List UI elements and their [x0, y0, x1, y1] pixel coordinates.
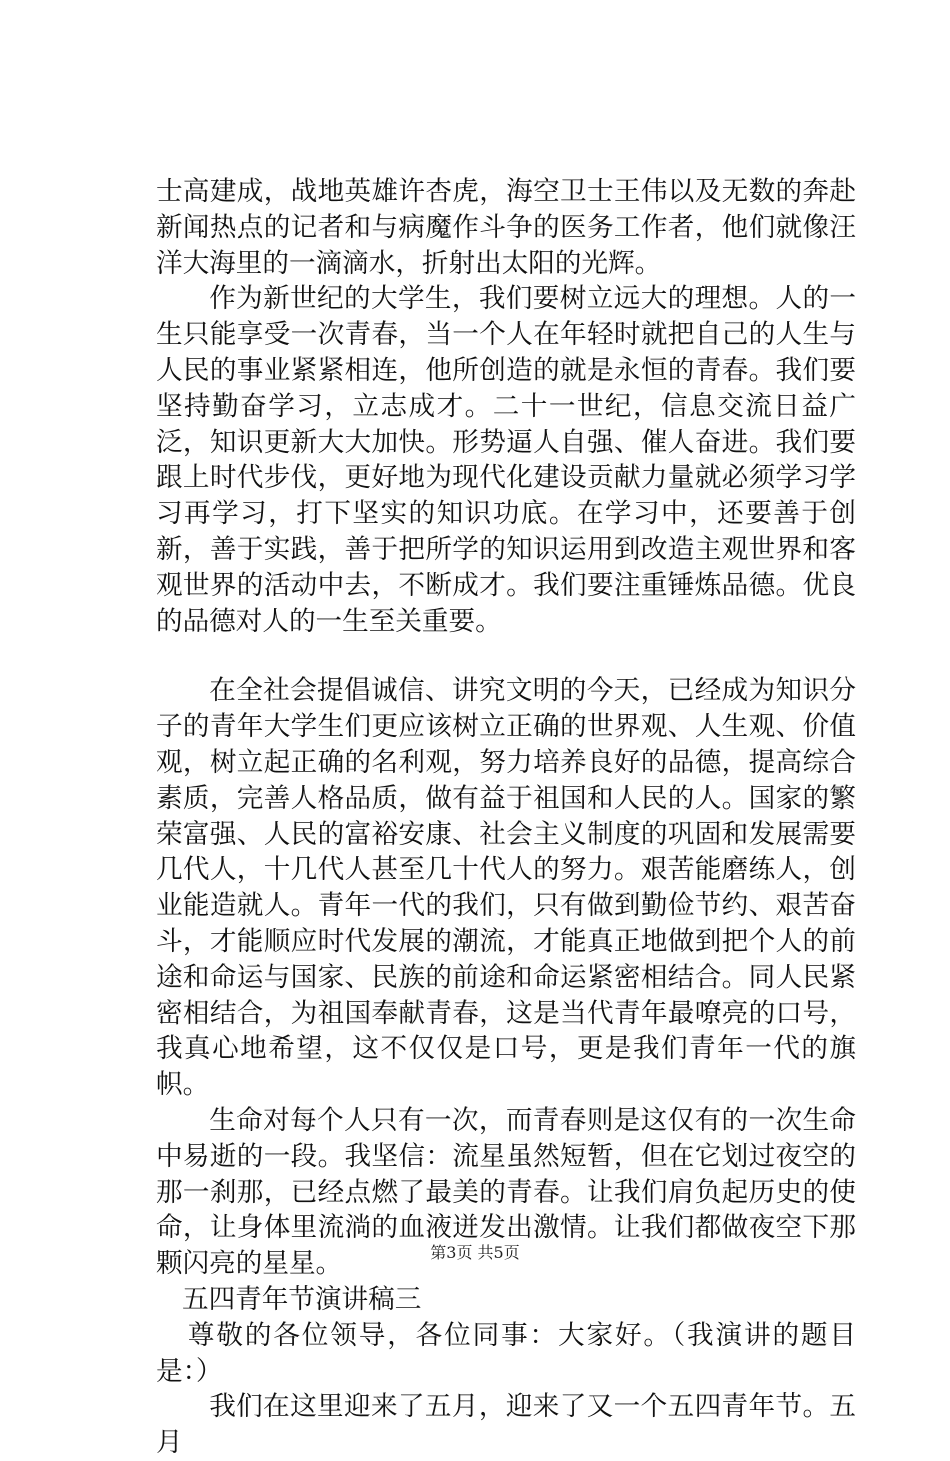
paragraph-gap	[156, 639, 856, 673]
paragraph-life: 生命对每个人只有一次，而青春则是这仅有的一次生命中易逝的一段。我坚信：流星虽然短暂，但在它划过夜空的那一刹那，已经点燃了最美的青春。让我们肩负起历史的使命，让身体里流淌的血液迸发出激情。让我们都做夜空下那颗闪亮的星星。	[156, 1104, 856, 1280]
paragraph-integrity: 在全社会提倡诚信、讲究文明的今天，已经成为知识分子的青年大学生们更应该树立正确的世界观、人生观、价值观，树立起正确的名利观，努力培养良好的品德，提高综合素质，完善人格品质，做有益于祖国和人民的人。国家的繁荣富强、人民的富裕安康、社会主义制度的巩固和发展需要几代人，十几代人甚至几十代人的努力。艰苦能磨练人，创业能造就人。青年一代的我们，只有做到勤俭节约、艰苦奋斗，才能顺应时代发展的潮流，才能真正地做到把个人的前途和命运与国家、民族的前途和命运紧密相结合。同人民紧密相结合，为祖国奉献青春，这是当代青年最嘹亮的口号，我真心地希望，这不仅仅是口号，更是我们青年一代的旗帜。	[156, 675, 856, 1101]
page-number: 第3页 共5页	[430, 1243, 520, 1262]
document-body	[156, 174, 856, 1461]
salutation: 尊敬的各位领导，各位同事：大家好。（我演讲的题目是：）	[156, 1319, 856, 1387]
paragraph-continuation: 士高建成，战地英雄许杏虎，海空卫士王伟以及无数的奔赴新闻热点的记者和与病魔作斗争的医务工作者，他们就像汪洋大海里的一滴滴水，折射出太阳的光辉。	[156, 176, 856, 279]
paragraph-ideals: 作为新世纪的大学生，我们要树立远大的理想。人的一生只能享受一次青春，当一个人在年轻时就把自己的人生与人民的事业紧紧相连，他所创造的就是永恒的青春。我们要坚持勤奋学习，立志成才。二十一世纪，信息交流日益广泛，知识更新大大加快。形势逼人自强、催人奋进。我们要跟上时代步伐，更好地为现代化建设贡献力量就必须学习学习再学习，打下坚实的知识功底。在学习中，还要善于创新，善于实践，善于把所学的知识运用到改造主观世界和客观世界的活动中去，不断成才。我们要注重锤炼品德。优良的品德对人的一生至关重要。	[156, 283, 856, 637]
paragraph-may: 我们在这里迎来了五月，迎来了又一个五四青年节。五月	[156, 1391, 856, 1459]
section-title: 五四青年节演讲稿三	[182, 1283, 422, 1315]
